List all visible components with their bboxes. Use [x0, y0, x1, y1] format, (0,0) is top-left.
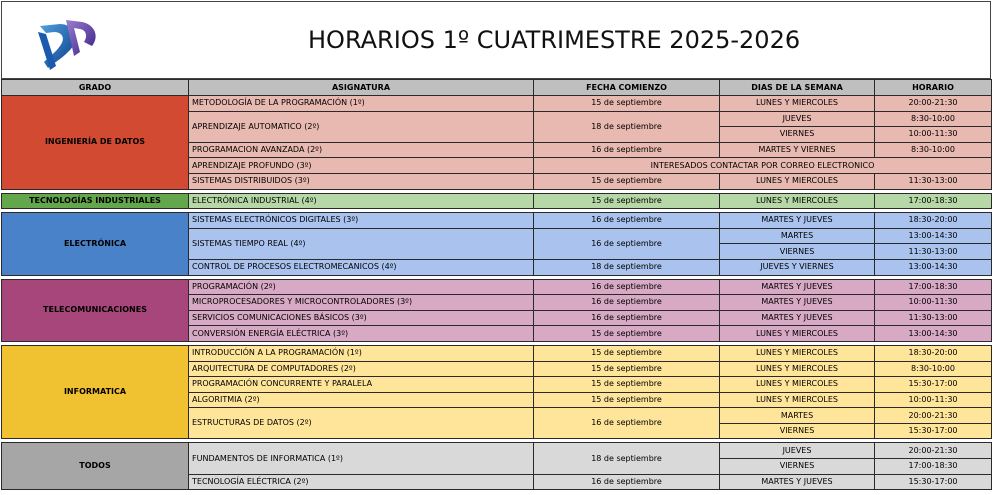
table-row: [2, 279, 992, 295]
days-cell: LUNES Y MIERCOLES: [720, 361, 875, 377]
days-cell: JUEVES: [720, 443, 875, 459]
days-cell: MARTES Y JUEVES: [720, 279, 875, 295]
column-header: DIAS DE LA SEMANA: [720, 80, 875, 96]
start-date-cell: 16 de septiembre: [534, 474, 720, 490]
subject-cell: MICROPROCESADORES Y MICROCONTROLADORES (3º): [189, 295, 534, 311]
start-date-cell: 15 de septiembre: [534, 345, 720, 361]
time-cell: 10:00-11:30: [875, 392, 992, 408]
table-row: [2, 443, 992, 459]
days-cell: JUEVES Y VIERNES: [720, 259, 875, 275]
subject-cell: SISTEMAS DISTRIBUIDOS (3º): [189, 173, 534, 189]
subject-cell: INTRODUCCIÓN A LA PROGRAMACIÓN (1º): [189, 345, 534, 361]
subject-cell: ESTRUCTURAS DE DATOS (2º): [189, 408, 534, 439]
time-cell: 18:30-20:00: [875, 213, 992, 229]
start-date-cell: 15 de septiembre: [534, 96, 720, 112]
time-cell: 13:00-14:30: [875, 326, 992, 342]
start-date-cell: 16 de septiembre: [534, 228, 720, 259]
subject-cell: PROGRAMACIÓN (2º): [189, 279, 534, 295]
time-cell: 15:30-17:00: [875, 474, 992, 490]
time-cell: 15:30-17:00: [875, 423, 992, 439]
days-cell: LUNES Y MIERCOLES: [720, 345, 875, 361]
page-title: HORARIOS 1º CUATRIMESTRE 2025-2026: [308, 26, 801, 54]
days-cell: MARTES Y VIERNES: [720, 142, 875, 158]
time-cell: 17:00-18:30: [875, 459, 992, 475]
days-cell: VIERNES: [720, 244, 875, 260]
time-cell: 18:30-20:00: [875, 345, 992, 361]
days-cell: VIERNES: [720, 127, 875, 143]
start-date-cell: 18 de septiembre: [534, 111, 720, 142]
time-cell: 11:30-13:00: [875, 173, 992, 189]
subject-cell: APRENDIZAJE AUTOMATICO (2º): [189, 111, 534, 142]
subject-cell: CONVERSIÓN ENERGÍA ELÉCTRICA (3º): [189, 326, 534, 342]
subject-cell: SISTEMAS TIEMPO REAL (4º): [189, 228, 534, 259]
start-date-cell: 15 de septiembre: [534, 173, 720, 189]
days-cell: LUNES Y MIERCOLES: [720, 377, 875, 393]
subject-cell: PROGRAMACIÓN CONCURRENTE Y PARALELA: [189, 377, 534, 393]
grado-cell: TODOS: [2, 443, 189, 490]
start-date-cell: 15 de septiembre: [534, 193, 720, 209]
subject-cell: FUNDAMENTOS DE INFORMATICA (1º): [189, 443, 534, 474]
subject-cell: METODOLOGÍA DE LA PROGRAMACIÓN (1º): [189, 96, 534, 112]
time-cell: 13:00-14:30: [875, 228, 992, 244]
column-header: FECHA COMIENZO: [534, 80, 720, 96]
start-date-cell: 15 de septiembre: [534, 326, 720, 342]
start-date-cell: 15 de septiembre: [534, 392, 720, 408]
start-date-cell: 16 de septiembre: [534, 310, 720, 326]
grado-cell: TELECOMUNICACIONES: [2, 279, 189, 341]
table-row: [2, 345, 992, 361]
start-date-cell: 16 de septiembre: [534, 213, 720, 229]
contact-note-cell: INTERESADOS CONTACTAR POR CORREO ELECTRONICO: [534, 158, 992, 174]
days-cell: LUNES Y MIERCOLES: [720, 96, 875, 112]
time-cell: 17:00-18:30: [875, 279, 992, 295]
days-cell: LUNES Y MIERCOLES: [720, 326, 875, 342]
subject-cell: ARQUITECTURA DE COMPUTADORES (2º): [189, 361, 534, 377]
table-row: [2, 213, 992, 229]
days-cell: LUNES Y MIERCOLES: [720, 392, 875, 408]
time-cell: 10:00-11:30: [875, 127, 992, 143]
column-header: HORARIO: [875, 80, 992, 96]
subject-cell: ALGORITMIA (2º): [189, 392, 534, 408]
days-cell: MARTES Y JUEVES: [720, 474, 875, 490]
start-date-cell: 16 de septiembre: [534, 295, 720, 311]
table-row: [2, 193, 992, 209]
subject-cell: SISTEMAS ELECTRÓNICOS DIGITALES (3º): [189, 213, 534, 229]
start-date-cell: 15 de septiembre: [534, 361, 720, 377]
days-cell: MARTES: [720, 228, 875, 244]
days-cell: MARTES: [720, 408, 875, 424]
start-date-cell: 18 de septiembre: [534, 259, 720, 275]
subject-cell: CONTROL DE PROCESOS ELECTROMECANICOS (4º): [189, 259, 534, 275]
time-cell: 17:00-18:30: [875, 193, 992, 209]
time-cell: 11:30-13:00: [875, 310, 992, 326]
subject-cell: SERVICIOS COMUNICACIONES BÁSICOS (3º): [189, 310, 534, 326]
table-header-row: [2, 80, 992, 96]
column-header: GRADO: [2, 80, 189, 96]
grado-cell: INGENIERÍA DE DATOS: [2, 96, 189, 190]
start-date-cell: 16 de septiembre: [534, 142, 720, 158]
time-cell: 8:30-10:00: [875, 361, 992, 377]
grado-cell: ELECTRÓNICA: [2, 213, 189, 275]
time-cell: 11:30-13:00: [875, 244, 992, 260]
subject-cell: APRENDIZAJE PROFUNDO (3º): [189, 158, 534, 174]
time-cell: 10:00-11:30: [875, 295, 992, 311]
days-cell: VIERNES: [720, 459, 875, 475]
days-cell: MARTES Y JUEVES: [720, 310, 875, 326]
header-banner: [1, 1, 991, 79]
subject-cell: PROGRAMACION AVANZADA (2º): [189, 142, 534, 158]
time-cell: 20:00-21:30: [875, 443, 992, 459]
time-cell: 8:30-10:00: [875, 142, 992, 158]
time-cell: 13:00-14:30: [875, 259, 992, 275]
start-date-cell: 15 de septiembre: [534, 377, 720, 393]
time-cell: 20:00-21:30: [875, 408, 992, 424]
column-header: ASIGNATURA: [189, 80, 534, 96]
grado-cell: INFORMATICA: [2, 345, 189, 439]
time-cell: 20:00-21:30: [875, 96, 992, 112]
days-cell: VIERNES: [720, 423, 875, 439]
schedule-table: [1, 79, 992, 490]
days-cell: JUEVES: [720, 111, 875, 127]
grado-cell: TECNOLOGÍAS INDUSTRIALES: [2, 193, 189, 209]
start-date-cell: 16 de septiembre: [534, 408, 720, 439]
days-cell: MARTES Y JUEVES: [720, 213, 875, 229]
days-cell: LUNES Y MIERCOLES: [720, 173, 875, 189]
days-cell: MARTES Y JUEVES: [720, 295, 875, 311]
time-cell: 15:30-17:00: [875, 377, 992, 393]
table-row: [2, 96, 992, 112]
days-cell: LUNES Y MIERCOLES: [720, 193, 875, 209]
start-date-cell: 16 de septiembre: [534, 279, 720, 295]
time-cell: 8:30-10:00: [875, 111, 992, 127]
start-date-cell: 18 de septiembre: [534, 443, 720, 474]
subject-cell: ELECTRÓNICA INDUSTRIAL (4º): [189, 193, 534, 209]
institution-logo: [30, 12, 102, 74]
subject-cell: TECNOLOGÍA ELÉCTRICA (2º): [189, 474, 534, 490]
